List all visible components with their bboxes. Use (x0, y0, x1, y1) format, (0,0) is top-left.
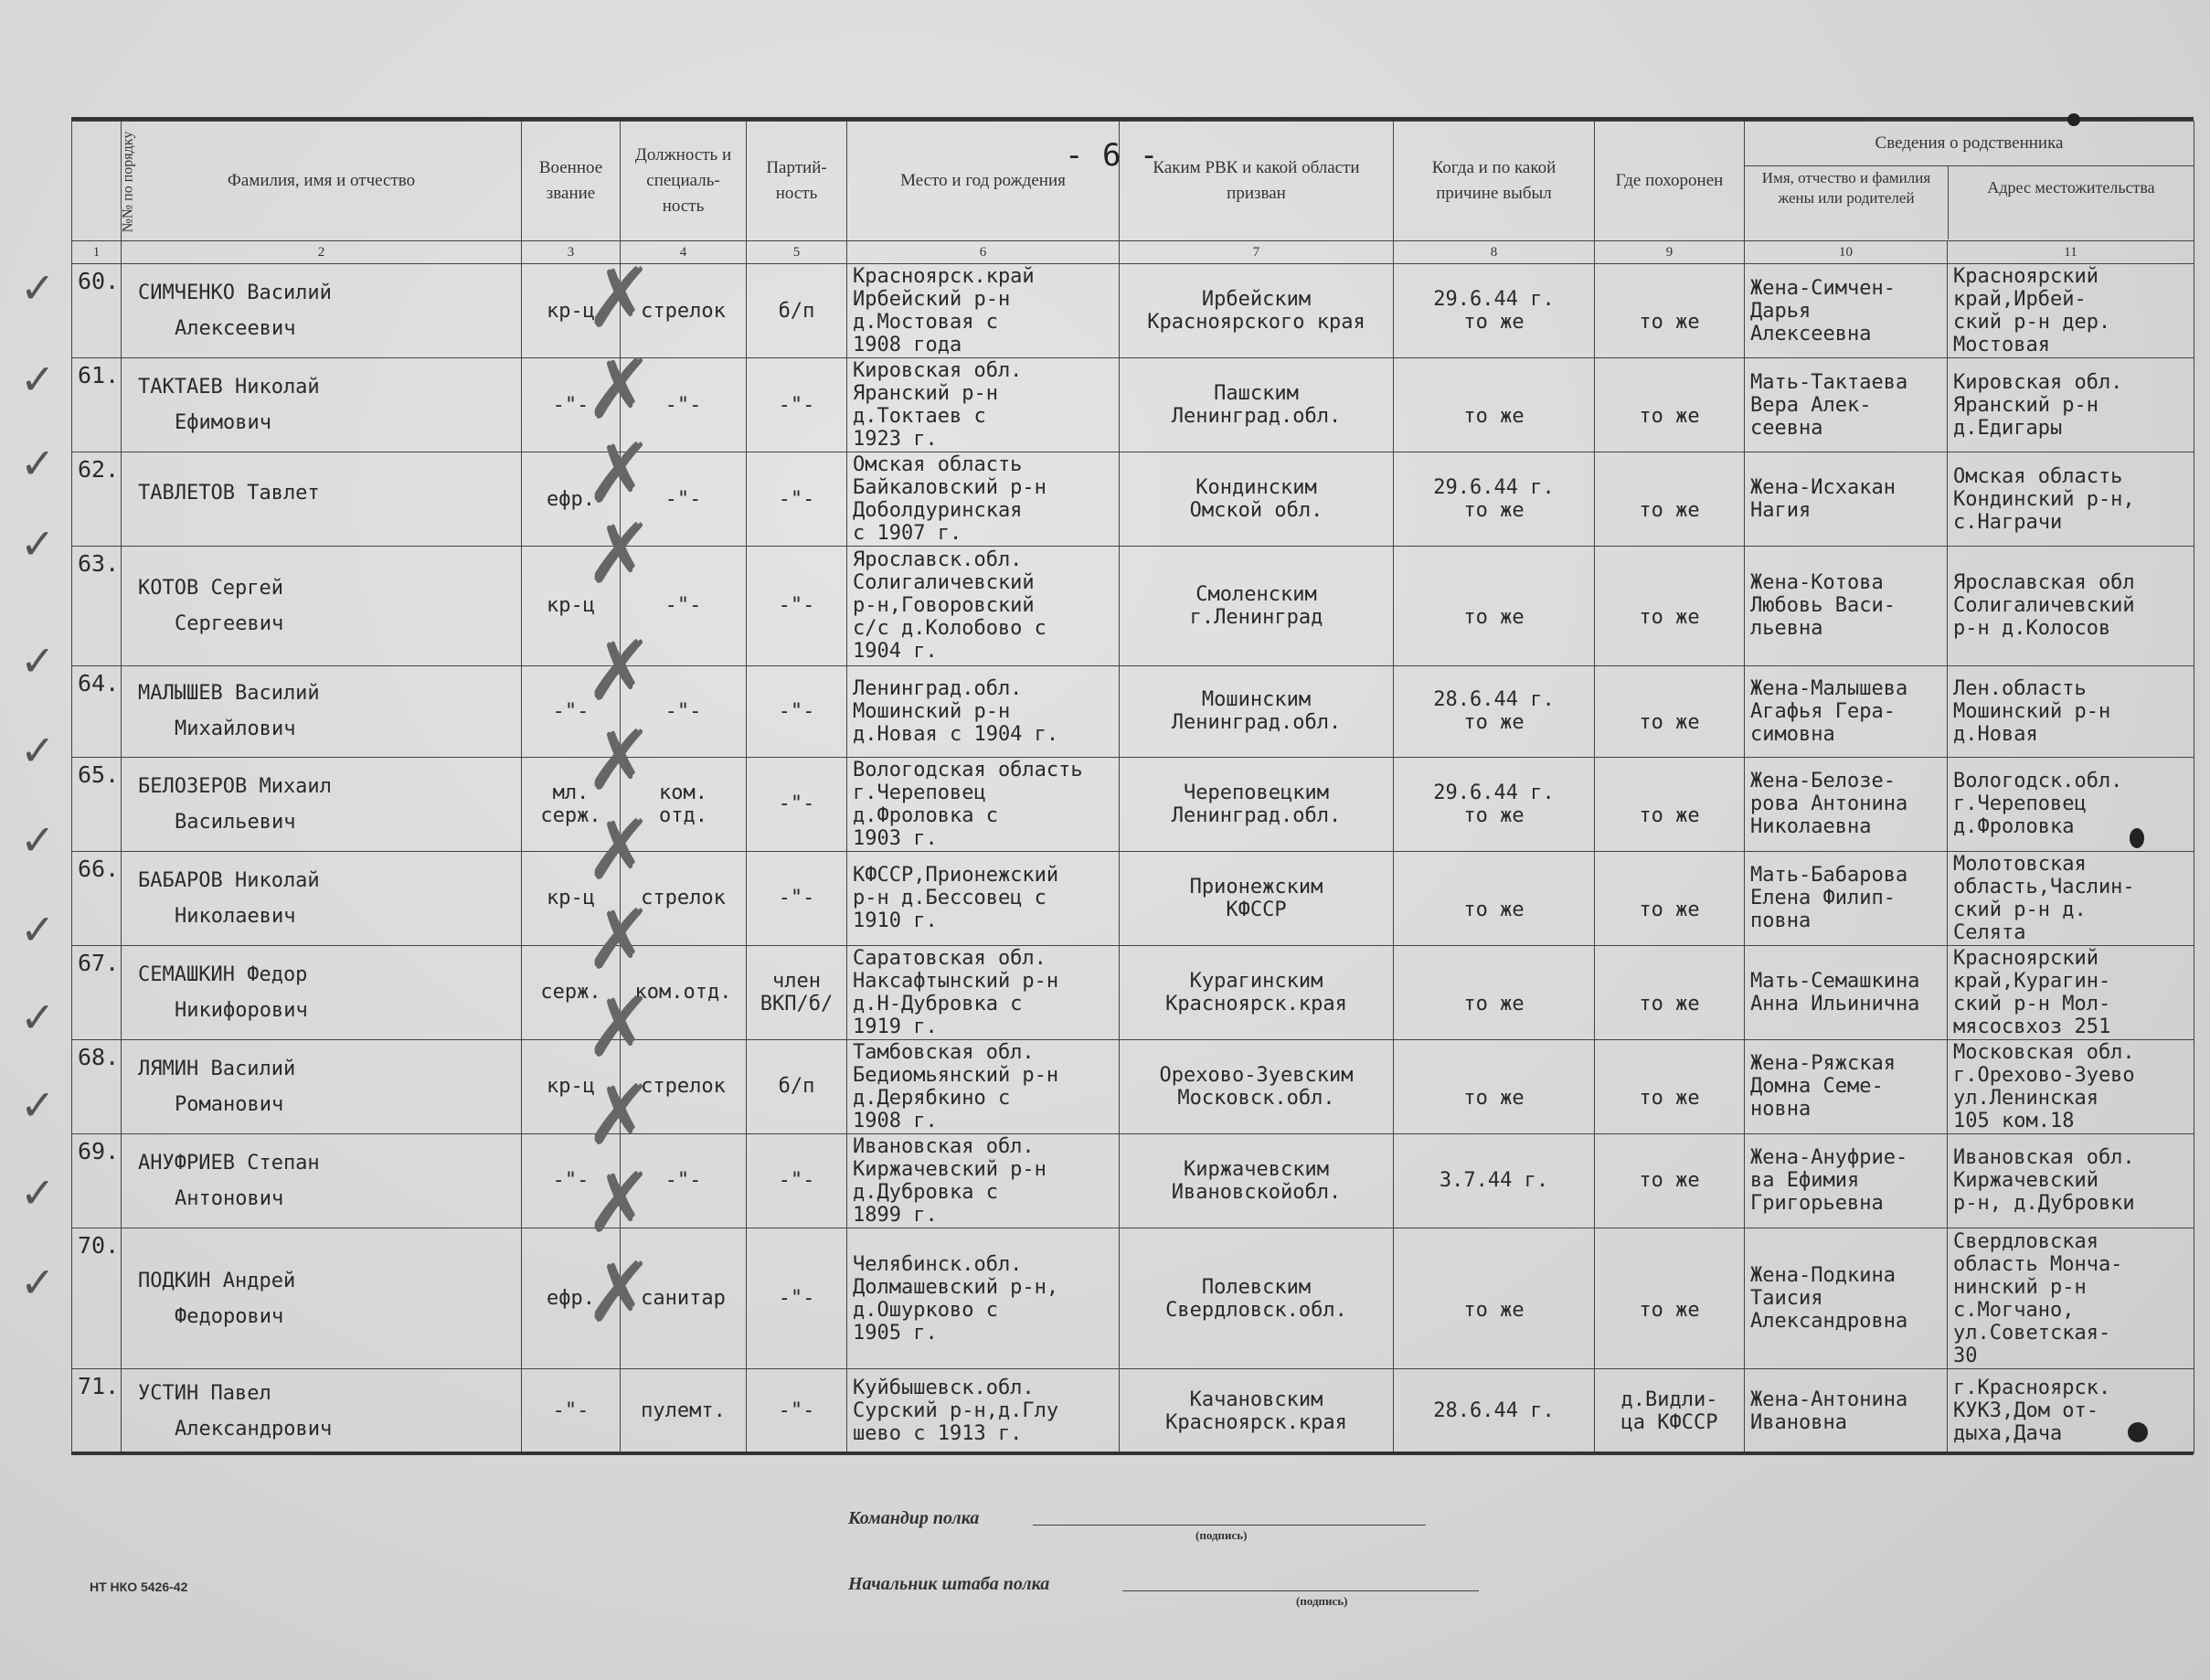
header-col-number: №№ по порядку (72, 122, 122, 241)
relative-name-cell: Жена-Ануфрие- ва Ефимия Григорьевна (1745, 1133, 1948, 1228)
row-number-cell: 62. (72, 452, 122, 547)
chief-signature-caption: (подпись) (1296, 1594, 1348, 1608)
military-rank-cell: серж. (522, 945, 621, 1039)
full-name-cell (122, 1039, 522, 1133)
check-mark: ✓ (20, 1080, 56, 1130)
relative-name-cell: Жена-Подкина Таисия Александровна (1745, 1228, 1948, 1368)
col-num-2: 2 (122, 241, 522, 264)
casualty-register-table (71, 121, 2194, 1453)
check-mark: ✓ (20, 905, 56, 954)
party-membership-cell: -"- (747, 1133, 847, 1228)
burial-place-cell: то же (1595, 757, 1745, 851)
relative-name-cell: Жена-Исхакан Нагия (1745, 452, 1948, 547)
surname-firstname: БАБАРОВ Николай (138, 868, 320, 892)
burial-place-cell: то же (1595, 547, 1745, 666)
cross-mark: ✗ (585, 1245, 654, 1341)
relative-name-cell: Жена-Антонина Ивановна (1745, 1369, 1948, 1453)
form-code: НТ НКО 5426-42 (90, 1579, 188, 1594)
draft-office-cell: Орехово-Зуевским Московск.обл. (1120, 1039, 1394, 1133)
table-row (72, 1039, 2194, 1133)
cross-mark: ✗ (585, 426, 654, 522)
birthplace-year-cell: Саратовская обл. Наксафтынский р-н д.Н-Дубровка с 1919 г. (847, 945, 1120, 1039)
surname-firstname: АНУФРИЕВ Степан (138, 1151, 320, 1175)
position-cell: ком. отд. (621, 757, 747, 851)
cross-mark: ✗ (585, 250, 654, 346)
relative-address-cell: Кировская обл. Яранский р-н д.Едигары (1948, 358, 2194, 452)
cross-mark: ✗ (585, 1068, 654, 1164)
position-cell: -"- (621, 452, 747, 547)
position-cell: -"- (621, 547, 747, 666)
row-number-cell: 60. (72, 264, 122, 358)
relative-name-cell: Жена-Ряжская Домна Семе- новна (1745, 1039, 1948, 1133)
birthplace-year-cell: Куйбышевск.обл. Сурский р-н,д.Глу шево с 1913 г. (847, 1369, 1120, 1453)
party-membership-cell: б/п (747, 1039, 847, 1133)
birthplace-year-cell: Омская область Байкаловский р-н Доболдуринская с 1907 г. (847, 452, 1120, 547)
header-col-rank: Военное звание (522, 122, 621, 241)
header-col-position: Должность и специаль- ность (621, 122, 747, 241)
relative-name-cell: Жена-Котова Любовь Васи- льевна (1745, 547, 1948, 666)
birthplace-year-cell: КФССР,Прионежский р-н д.Бессовец с 1910 г. (847, 851, 1120, 945)
row-number-cell: 67. (72, 945, 122, 1039)
burial-place-cell: то же (1595, 1039, 1745, 1133)
birthplace-year-cell: Челябинск.обл. Долмашевский р-н, д.Ошурково с 1905 г. (847, 1228, 1120, 1368)
burial-place-cell: то же (1595, 452, 1745, 547)
date-reason-cell: то же (1394, 358, 1595, 452)
col-num-9: 9 (1595, 241, 1745, 264)
check-mark: ✓ (20, 263, 56, 313)
birthplace-year-cell: Кировская обл. Яранский р-н д.Токтаев с 1923 г. (847, 358, 1120, 452)
cross-mark: ✗ (585, 342, 654, 438)
check-mark: ✓ (20, 815, 56, 865)
row-number-cell: 66. (72, 851, 122, 945)
cross-mark: ✗ (585, 623, 654, 719)
cross-mark: ✗ (585, 506, 654, 602)
burial-place-cell: то же (1595, 358, 1745, 452)
chief-of-staff-label: Начальник штаба полка (848, 1574, 1050, 1594)
col-num-6: 6 (847, 241, 1120, 264)
row-number-cell: 61. (72, 358, 122, 452)
row-number-cell: 68. (72, 1039, 122, 1133)
cross-mark: ✗ (585, 1155, 654, 1251)
full-name-cell (122, 547, 522, 666)
check-mark: ✓ (20, 439, 56, 488)
date-reason-cell: то же (1394, 1039, 1595, 1133)
table-row (72, 1369, 2194, 1453)
table-row (72, 1133, 2194, 1228)
party-membership-cell: -"- (747, 547, 847, 666)
draft-office-cell: Качановским Красноярск.края (1120, 1369, 1394, 1453)
surname-firstname: БЕЛОЗЕРОВ Михаил (138, 774, 332, 798)
position-cell: стрелок (621, 264, 747, 358)
check-mark: ✓ (20, 519, 56, 569)
date-reason-cell: то же (1394, 945, 1595, 1039)
burial-place-cell: то же (1595, 264, 1745, 358)
relative-name-cell: Мать-Тактаева Вера Алек- сеевна (1745, 358, 1948, 452)
relative-name-cell: Мать-Семашкина Анна Ильинична (1745, 945, 1948, 1039)
table-row (72, 665, 2194, 757)
full-name-cell (122, 665, 522, 757)
draft-office-cell: Киржачевским Ивановскойобл. (1120, 1133, 1394, 1228)
draft-office-cell: Пашским Ленинград.обл. (1120, 358, 1394, 452)
patronymic: Никифорович (175, 998, 308, 1022)
row-number-cell: 65. (72, 757, 122, 851)
draft-office-cell: Мошинским Ленинград.обл. (1120, 665, 1394, 757)
date-reason-cell: 28.6.44 г. (1394, 1369, 1595, 1453)
surname-firstname: ТАВЛЕТОВ Тавлет (138, 481, 320, 505)
burial-place-cell: то же (1595, 665, 1745, 757)
surname-firstname: СИМЧЕНКО Василий (138, 282, 332, 305)
party-membership-cell: -"- (747, 358, 847, 452)
header-col-relative: Имя, отчество и фамилия жены или родителей (1745, 166, 1949, 239)
patronymic: Алексеевич (175, 317, 296, 341)
burial-place-cell: д.Видли- ца КФССР (1595, 1369, 1745, 1453)
relative-name-cell: Жена-Малышева Агафья Гера- симовна (1745, 665, 1948, 757)
full-name-cell (122, 851, 522, 945)
full-name-cell (122, 358, 522, 452)
punch-hole (2130, 828, 2144, 848)
row-number-cell: 69. (72, 1133, 122, 1228)
full-name-cell (122, 1133, 522, 1228)
header-col-when: Когда и по какой причине выбыл (1394, 122, 1595, 241)
party-membership-cell: -"- (747, 757, 847, 851)
date-reason-cell: 28.6.44 г. то же (1394, 665, 1595, 757)
patronymic: Николаевич (175, 904, 296, 928)
row-number-cell: 70. (72, 1228, 122, 1368)
position-cell: -"- (621, 358, 747, 452)
header-col-name: Фамилия, имя и отчество (122, 122, 522, 241)
patronymic: Ефимович (175, 411, 271, 435)
full-name-cell (122, 264, 522, 358)
draft-office-cell: Курагинским Красноярск.края (1120, 945, 1394, 1039)
header-col-party: Партий- ность (747, 122, 847, 241)
party-membership-cell: -"- (747, 452, 847, 547)
position-cell: санитар (621, 1228, 747, 1368)
party-membership-cell: -"- (747, 851, 847, 945)
relative-address-cell: Ярославская обл Солигаличевский р-н д.Колосов (1948, 547, 2194, 666)
military-rank-cell: кр-ц (522, 264, 621, 358)
date-reason-cell: то же (1394, 547, 1595, 666)
punch-hole (2128, 1422, 2148, 1442)
military-rank-cell: мл. серж. (522, 757, 621, 851)
patronymic: Федорович (175, 1304, 284, 1328)
commander-label: Командир полка (848, 1508, 980, 1528)
col-num-4: 4 (621, 241, 747, 264)
birthplace-year-cell: Ленинград.обл. Мошинский р-н д.Новая с 1904 г. (847, 665, 1120, 757)
date-reason-cell: 29.6.44 г. то же (1394, 452, 1595, 547)
cross-mark: ✗ (585, 980, 654, 1076)
col-num-11: 11 (1948, 241, 2194, 264)
row-number-cell: 71. (72, 1369, 122, 1453)
birthplace-year-cell: Ярославск.обл. Солигаличевский р-н,Говоровский с/с д.Колобово с 1904 г. (847, 547, 1120, 666)
patronymic: Александрович (175, 1417, 333, 1441)
party-membership-cell: -"- (747, 665, 847, 757)
military-rank-cell: ефр. (522, 1228, 621, 1368)
draft-office-cell: Смоленским г.Ленинград (1120, 547, 1394, 666)
check-mark: ✓ (20, 355, 56, 404)
table-row (72, 1228, 2194, 1368)
surname-firstname: ТАКТАЕВ Николай (138, 376, 320, 399)
header-relatives: Сведения о родственника (1745, 122, 2194, 166)
col-num-7: 7 (1120, 241, 1394, 264)
table-row (72, 547, 2194, 666)
check-mark: ✓ (20, 726, 56, 775)
relative-name-cell: Мать-Бабарова Елена Филип- повна (1745, 851, 1948, 945)
header-col-address: Адрес местожительства (1987, 178, 2155, 197)
date-reason-cell: то же (1394, 1228, 1595, 1368)
chief-signature-line (1122, 1590, 1479, 1591)
relative-address-cell: Красноярский край,Ирбей- ский р-н дер. Мостовая (1948, 264, 2194, 358)
position-cell: ком.отд. (621, 945, 747, 1039)
table-row (72, 264, 2194, 358)
table-row (72, 851, 2194, 945)
relative-name-cell: Жена-Симчен- Дарья Алексеевна (1745, 264, 1948, 358)
col-num-5: 5 (747, 241, 847, 264)
draft-office-cell: Полевским Свердловск.обл. (1120, 1228, 1394, 1368)
draft-office-cell: Ирбейским Красноярского края (1120, 264, 1394, 358)
header-col-buried: Где похоронен (1595, 122, 1745, 241)
commander-signature-caption: (подпись) (1195, 1528, 1248, 1542)
full-name-cell (122, 1228, 522, 1368)
relative-address-cell: Красноярский край,Курагин- ский р-н Мол- мясосвхоз 251 (1948, 945, 2194, 1039)
check-mark: ✓ (20, 636, 56, 686)
party-membership-cell: -"- (747, 1228, 847, 1368)
cross-mark: ✗ (585, 713, 654, 809)
col-num-10: 10 (1745, 241, 1948, 264)
table-row (72, 452, 2194, 547)
draft-office-cell: Череповецким Ленинград.обл. (1120, 757, 1394, 851)
date-reason-cell: 3.7.44 г. (1394, 1133, 1595, 1228)
birthplace-year-cell: Вологодская область г.Череповец д.Фроловка с 1903 г. (847, 757, 1120, 851)
table-bottom-rule (71, 1451, 2194, 1455)
table-row (72, 945, 2194, 1039)
col-num-3: 3 (522, 241, 621, 264)
punch-hole (2067, 113, 2080, 126)
header-relatives-group (1745, 122, 2194, 241)
surname-firstname: СЕМАШКИН Федор (138, 962, 308, 986)
table-row (72, 757, 2194, 851)
relative-address-cell: Свердловская область Монча- нинский р-н с.Могчано, ул.Советская- 30 (1948, 1228, 2194, 1368)
relative-name-cell: Жена-Белозе- рова Антонина Николаевна (1745, 757, 1948, 851)
position-cell: пулемт. (621, 1369, 747, 1453)
cross-mark: ✗ (585, 803, 654, 898)
birthplace-year-cell: Ивановская обл. Киржачевский р-н д.Дубровка с 1899 г. (847, 1133, 1120, 1228)
relative-address-cell: Лен.область Мошинский р-н д.Новая (1948, 665, 2194, 757)
page-number: - 6 - (1065, 137, 1159, 174)
date-reason-cell: то же (1394, 851, 1595, 945)
header-col-birth: Место и год рождения (847, 122, 1120, 241)
header-col-rvk: Каким РВК и какой области призван (1120, 122, 1394, 241)
header-row (72, 122, 2194, 241)
col-num-8: 8 (1394, 241, 1595, 264)
military-rank-cell: -"- (522, 1369, 621, 1453)
relative-address-cell: Молотовская область,Часлин- ский р-н д. Селята (1948, 851, 2194, 945)
date-reason-cell: 29.6.44 г. то же (1394, 264, 1595, 358)
position-cell: -"- (621, 665, 747, 757)
military-rank-cell: ефр. (522, 452, 621, 547)
position-cell: стрелок (621, 851, 747, 945)
military-rank-cell: -"- (522, 358, 621, 452)
patronymic: Сергеевич (175, 611, 284, 635)
military-rank-cell: кр-ц (522, 851, 621, 945)
military-rank-cell: кр-ц (522, 547, 621, 666)
patronymic: Васильевич (175, 810, 296, 834)
full-name-cell (122, 452, 522, 547)
patronymic: Антонович (175, 1186, 284, 1210)
burial-place-cell: то же (1595, 1133, 1745, 1228)
burial-place-cell: то же (1595, 851, 1745, 945)
surname-firstname: МАЛЫШЕВ Василий (138, 682, 320, 706)
military-rank-cell: -"- (522, 665, 621, 757)
burial-place-cell: то же (1595, 1228, 1745, 1368)
party-membership-cell: -"- (747, 1369, 847, 1453)
cross-mark: ✗ (585, 892, 654, 988)
military-rank-cell: кр-ц (522, 1039, 621, 1133)
patronymic: Михайлович (175, 718, 296, 741)
party-membership-cell: б/п (747, 264, 847, 358)
birthplace-year-cell: Тамбовская обл. Бедиомьянский р-н д.Дерябкино с 1908 г. (847, 1039, 1120, 1133)
check-mark: ✓ (20, 1168, 56, 1217)
draft-office-cell: Прионежским КФССР (1120, 851, 1394, 945)
date-reason-cell: 29.6.44 г. то же (1394, 757, 1595, 851)
relative-address-cell: Омская область Кондинский р-н, с.Награчи (1948, 452, 2194, 547)
position-cell: стрелок (621, 1039, 747, 1133)
check-mark: ✓ (20, 993, 56, 1042)
full-name-cell (122, 757, 522, 851)
relative-address-cell: Вологодск.обл. г.Череповец д.Фроловка (1948, 757, 2194, 851)
patronymic: Романович (175, 1092, 284, 1116)
full-name-cell (122, 945, 522, 1039)
table-row (72, 358, 2194, 452)
column-number-row (72, 241, 2194, 264)
relative-address-cell: Московская обл. г.Орехово-Зуево ул.Ленинская 105 ком.18 (1948, 1039, 2194, 1133)
check-mark: ✓ (20, 1258, 56, 1307)
relative-address-cell: Ивановская обл. Киржачевский р-н, д.Дубровки (1948, 1133, 2194, 1228)
military-rank-cell: -"- (522, 1133, 621, 1228)
commander-signature-line (1033, 1525, 1426, 1526)
burial-place-cell: то же (1595, 945, 1745, 1039)
draft-office-cell: Кондинским Омской обл. (1120, 452, 1394, 547)
party-membership-cell: член ВКП/б/ (747, 945, 847, 1039)
row-number-cell: 64. (72, 665, 122, 757)
surname-firstname: ЛЯМИН Василий (138, 1057, 296, 1080)
full-name-cell (122, 1369, 522, 1453)
surname-firstname: УСТИН Павел (138, 1381, 271, 1405)
birthplace-year-cell: Красноярск.край Ирбейский р-н д.Мостовая с 1908 года (847, 264, 1120, 358)
position-cell: -"- (621, 1133, 747, 1228)
surname-firstname: ПОДКИН Андрей (138, 1269, 296, 1292)
row-number-cell: 63. (72, 547, 122, 666)
surname-firstname: КОТОВ Сергей (138, 576, 283, 600)
relative-address-cell: г.Красноярск. КУКЗ,Дом от- дыха,Дача (1948, 1369, 2194, 1453)
col-num-1: 1 (72, 241, 122, 264)
